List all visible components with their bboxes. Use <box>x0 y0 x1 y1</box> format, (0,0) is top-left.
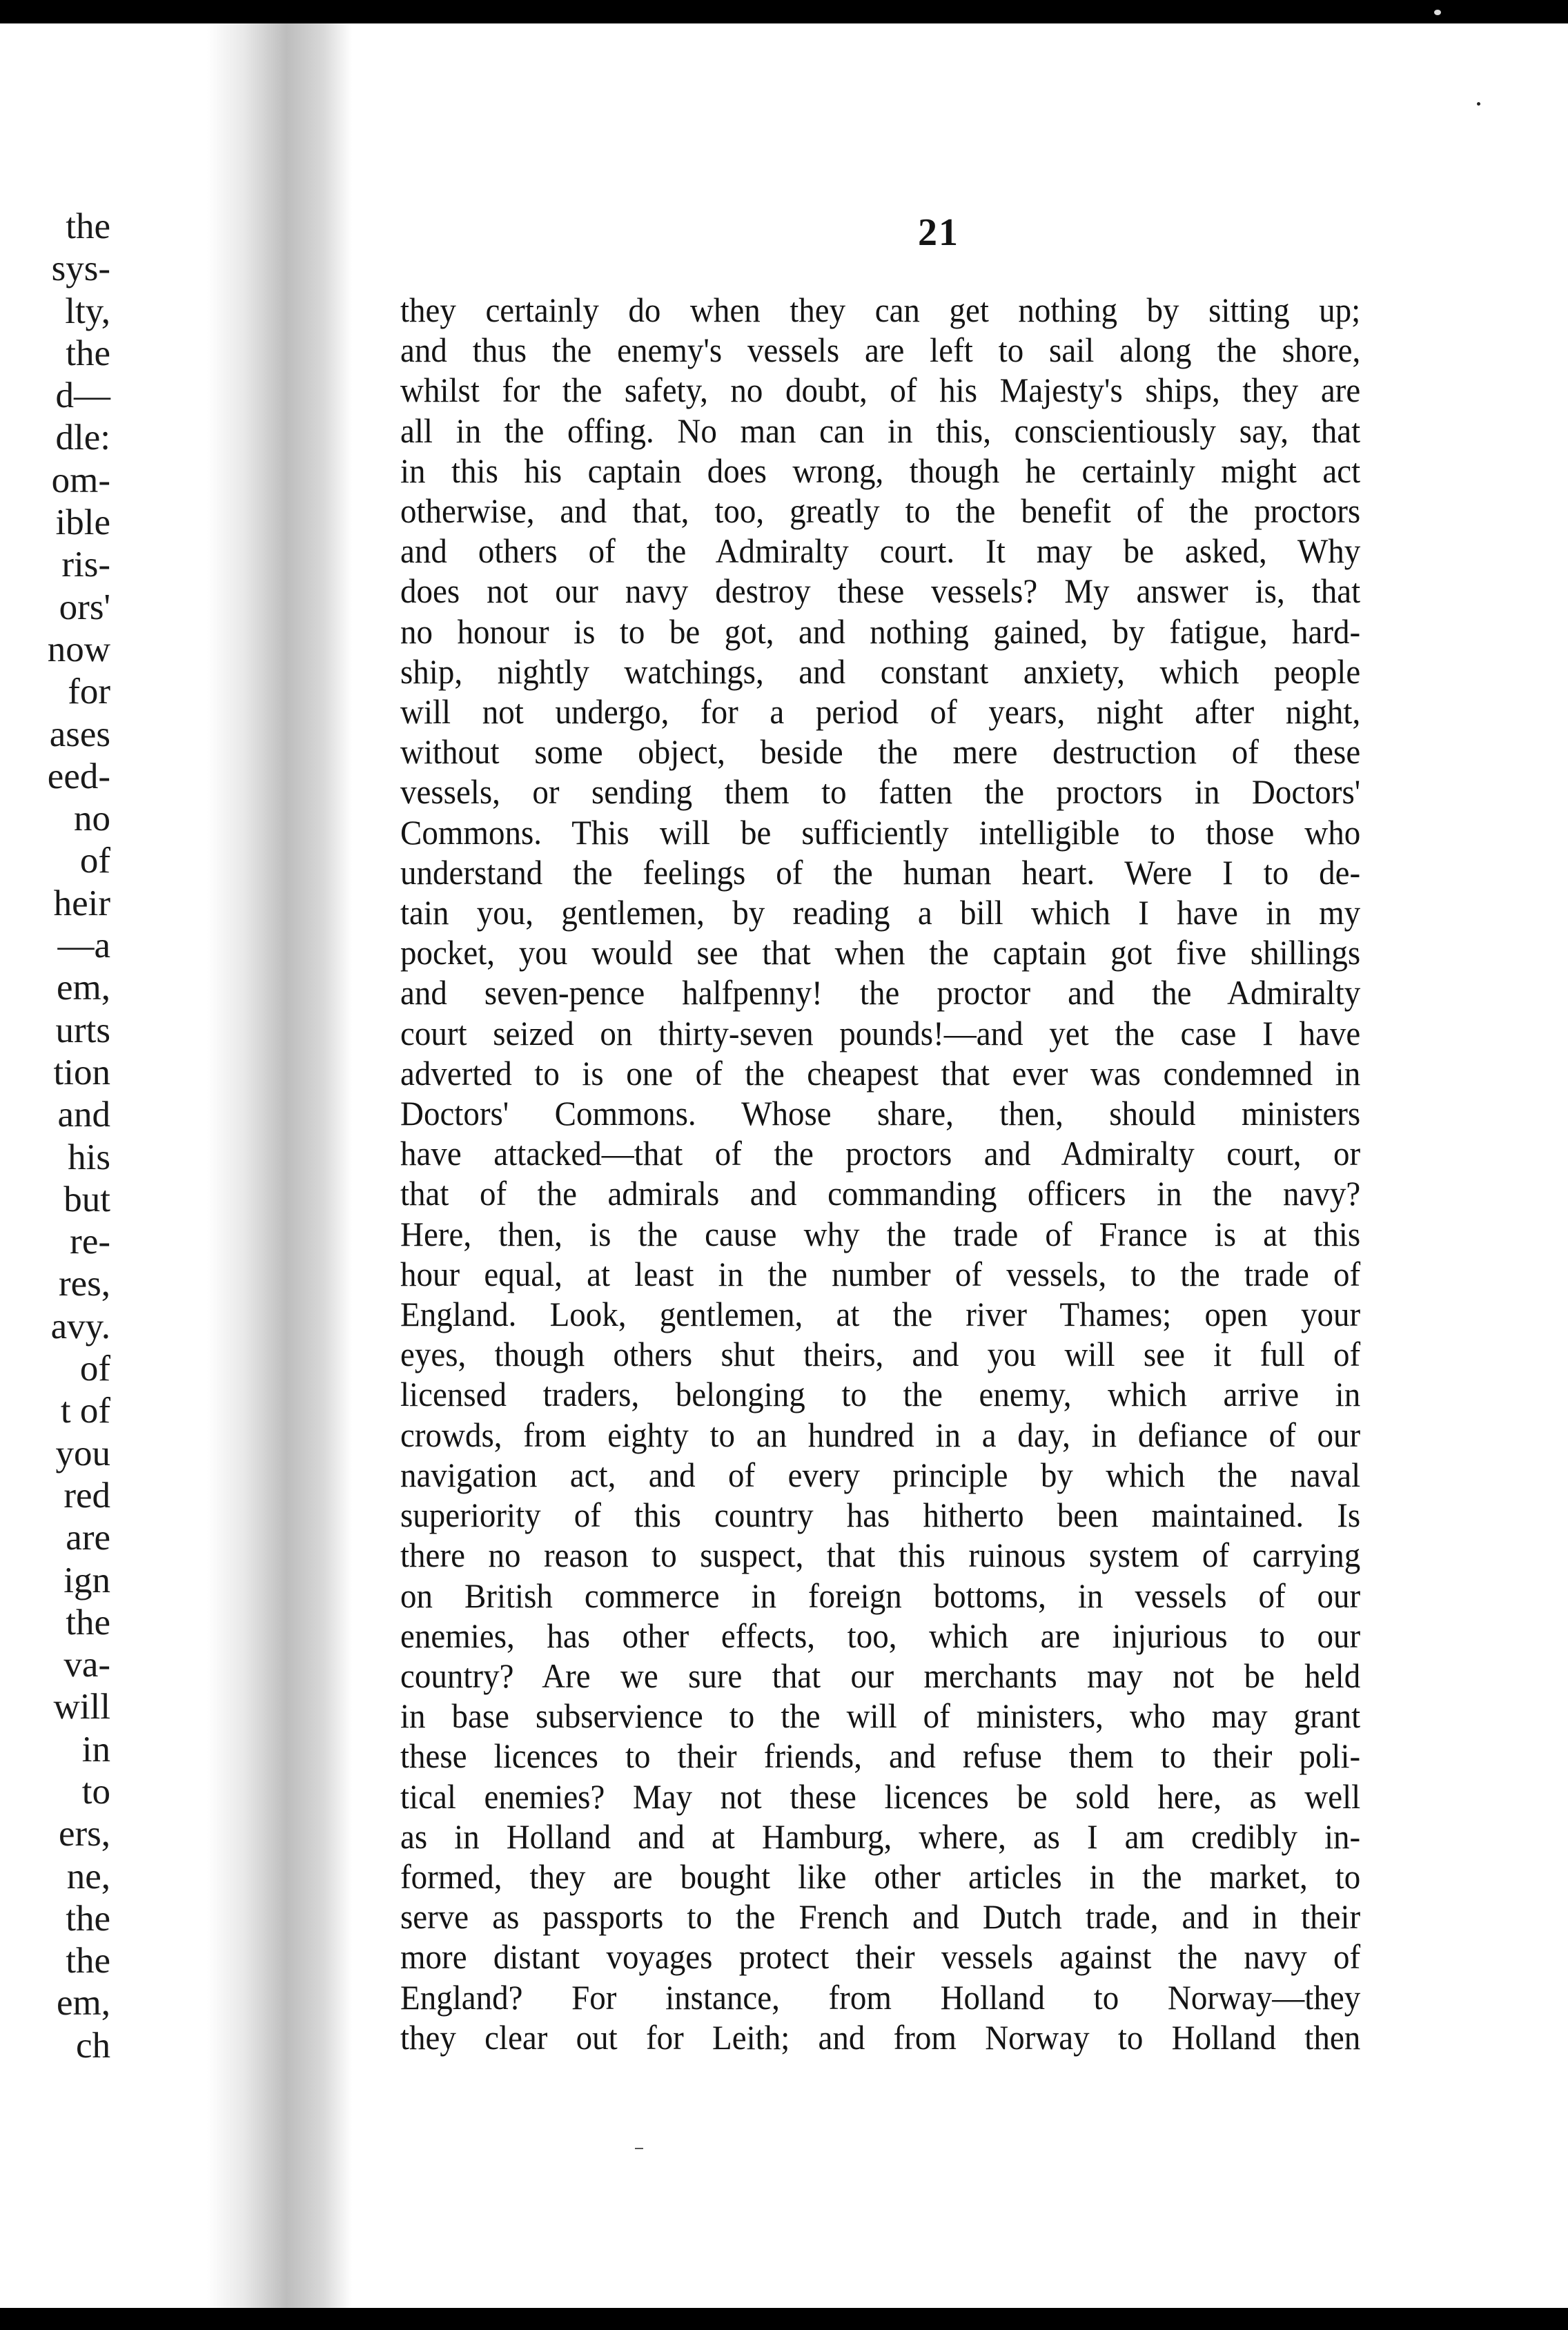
margin-fragment: va- <box>63 1645 110 1685</box>
margin-fragment: em, <box>57 968 110 1008</box>
margin-fragment: red <box>63 1475 110 1516</box>
margin-fragment: the <box>66 333 110 373</box>
body-line: in base subservience to the will of ministers, who may grant <box>400 1696 1361 1736</box>
margin-fragment: eed- <box>47 756 110 796</box>
scan-border-bottom <box>0 2308 1568 2330</box>
margin-fragment: now <box>47 629 110 669</box>
margin-fragment: sys- <box>51 248 110 289</box>
body-line: tical enemies? May not these licences be sold here, as well <box>400 1776 1361 1816</box>
body-line: and seven-pence halfpenny! the proctor and the Admiralty <box>400 973 1361 1012</box>
margin-fragment: for <box>68 672 110 712</box>
body-line: enemies, has other effects, too, which are injurious to our <box>400 1616 1361 1655</box>
body-line: otherwise, and that, too, greatly to the benefit of the proctors <box>400 491 1361 531</box>
body-line: there no reason to suspect, that this ruinous system of carrying <box>400 1536 1361 1575</box>
margin-fragment: the <box>66 206 110 246</box>
margin-fragment: heir <box>53 883 110 923</box>
body-line: whilst for the safety, no doubt, of his Majesty's ships, they are <box>400 371 1361 410</box>
body-line: vessels, or sending them to fatten the proctors in Doctors' <box>400 772 1361 812</box>
body-line: does not our navy destroy these vessels? My answer is, that <box>400 571 1361 611</box>
body-line: England. Look, gentlemen, at the river Thames; open your <box>400 1295 1361 1334</box>
body-line: that of the admirals and commanding officers in the navy? <box>400 1174 1361 1213</box>
margin-fragment: in <box>81 1729 110 1770</box>
body-line: more distant voyages protect their vessels against the navy of <box>400 1937 1361 1977</box>
margin-fragment: —a <box>57 926 110 966</box>
body-line: superiority of this country has hitherto been maintained. Is <box>400 1496 1361 1535</box>
margin-fragment: ible <box>55 502 110 543</box>
page-number: 21 <box>918 211 959 254</box>
body-line: adverted to is one of the cheapest that ever was condemned in <box>400 1053 1361 1093</box>
margin-fragment: of <box>79 1349 110 1389</box>
margin-fragment: ers, <box>58 1814 110 1854</box>
margin-fragment: his <box>68 1137 110 1177</box>
body-line: and thus the enemy's vessels are left to sail along the shore, <box>400 331 1361 370</box>
margin-fragment: of <box>79 841 110 881</box>
margin-fragment: no <box>74 799 110 839</box>
margin-fragment: re- <box>70 1222 110 1262</box>
body-line: pocket, you would see that when the captain got five shillings <box>400 933 1361 972</box>
margin-fragment: and <box>57 1095 110 1135</box>
margin-fragment: tion <box>53 1052 110 1093</box>
body-line: country? Are we sure that our merchants may not be held <box>400 1656 1361 1695</box>
body-line: hour equal, at least in the number of vessels, to the trade of <box>400 1254 1361 1293</box>
margin-fragment: ris- <box>61 545 110 585</box>
facing-page-margin-fragments <box>0 206 110 2067</box>
margin-fragment: avy. <box>50 1306 110 1347</box>
body-line: tain you, gentlemen, by reading a bill which I have in my <box>400 893 1361 932</box>
margin-fragment: but <box>63 1179 110 1220</box>
body-line: England? For instance, from Holland to Norway—they <box>400 1977 1361 2017</box>
body-line: Here, then, is the cause why the trade of France is at this <box>400 1214 1361 1253</box>
margin-fragment: you <box>55 1433 110 1474</box>
margin-fragment: ases <box>49 714 110 754</box>
body-line: court seized on thirty-seven pounds!—and yet the case I have <box>400 1013 1361 1053</box>
body-line: in this his captain does wrong, though he certainly might act <box>400 451 1361 490</box>
margin-fragment: t of <box>60 1391 110 1431</box>
margin-fragment: ign <box>63 1560 110 1600</box>
body-line: they certainly do when they can get nothing by sitting up; <box>400 291 1361 329</box>
margin-fragment: om- <box>51 460 110 500</box>
scan-speck <box>1477 102 1480 106</box>
body-line: they clear out for Leith; and from Norway to Holland then <box>400 2017 1361 2057</box>
margin-fragment: the <box>66 1602 110 1643</box>
body-line: eyes, though others shut theirs, and you will see it full of <box>400 1335 1361 1374</box>
body-line: Commons. This will be sufficiently intelligible to those who <box>400 812 1361 852</box>
margin-fragment: will <box>53 1687 110 1727</box>
body-line: will not undergo, for a period of years, night after night, <box>400 692 1361 732</box>
margin-fragment: the <box>66 1941 110 1981</box>
body-text <box>400 290 1422 2057</box>
body-line: navigation act, and of every principle by which the naval <box>400 1455 1361 1494</box>
body-line: formed, they are bought like other articles in the market, to <box>400 1857 1361 1896</box>
body-line: have attacked—that of the proctors and Admiralty court, or <box>400 1134 1361 1173</box>
body-line: no honour is to be got, and nothing gained, by fatigue, hard- <box>400 611 1361 651</box>
margin-fragment: res, <box>58 1264 110 1304</box>
margin-fragment: the <box>66 1898 110 1939</box>
body-line: ship, nightly watchings, and constant anxiety, which people <box>400 652 1361 691</box>
body-line: crowds, from eighty to an hundred in a day, in defiance of our <box>400 1415 1361 1454</box>
scan-border-top <box>0 0 1568 23</box>
scan-speck <box>1434 10 1441 15</box>
margin-fragment: urts <box>55 1010 110 1050</box>
margin-fragment: are <box>66 1518 110 1558</box>
body-line: understand the feelings of the human heart. Were I to de- <box>400 852 1361 892</box>
body-line: Doctors' Commons. Whose share, then, should ministers <box>400 1094 1361 1133</box>
body-line: all in the offing. No man can in this, conscientiously say, that <box>400 411 1361 450</box>
body-line: serve as passports to the French and Dutch trade, and in their <box>400 1897 1361 1937</box>
margin-fragment: d— <box>55 375 110 416</box>
body-line: these licences to their friends, and refuse them to their poli- <box>400 1736 1361 1776</box>
body-line: and others of the Admiralty court. It may be asked, Why <box>400 531 1361 571</box>
body-line: without some object, beside the mere destruction of these <box>400 732 1361 772</box>
margin-fragment: ors' <box>59 587 110 627</box>
page-gutter-shadow <box>207 23 352 2308</box>
body-line: licensed traders, belonging to the enemy, which arrive in <box>400 1375 1361 1414</box>
margin-fragment: lty, <box>65 291 110 331</box>
body-line: on British commerce in foreign bottoms, in vessels of our <box>400 1576 1361 1615</box>
margin-fragment: to <box>81 1771 110 1812</box>
margin-fragment: ch <box>75 2025 110 2066</box>
margin-fragment: ne, <box>66 1856 110 1897</box>
printer-mark <box>635 2148 643 2149</box>
body-line: as in Holland and at Hamburg, where, as I am credibly in- <box>400 1817 1361 1856</box>
margin-fragment: dle: <box>55 418 110 458</box>
margin-fragment: em, <box>57 1983 110 2024</box>
